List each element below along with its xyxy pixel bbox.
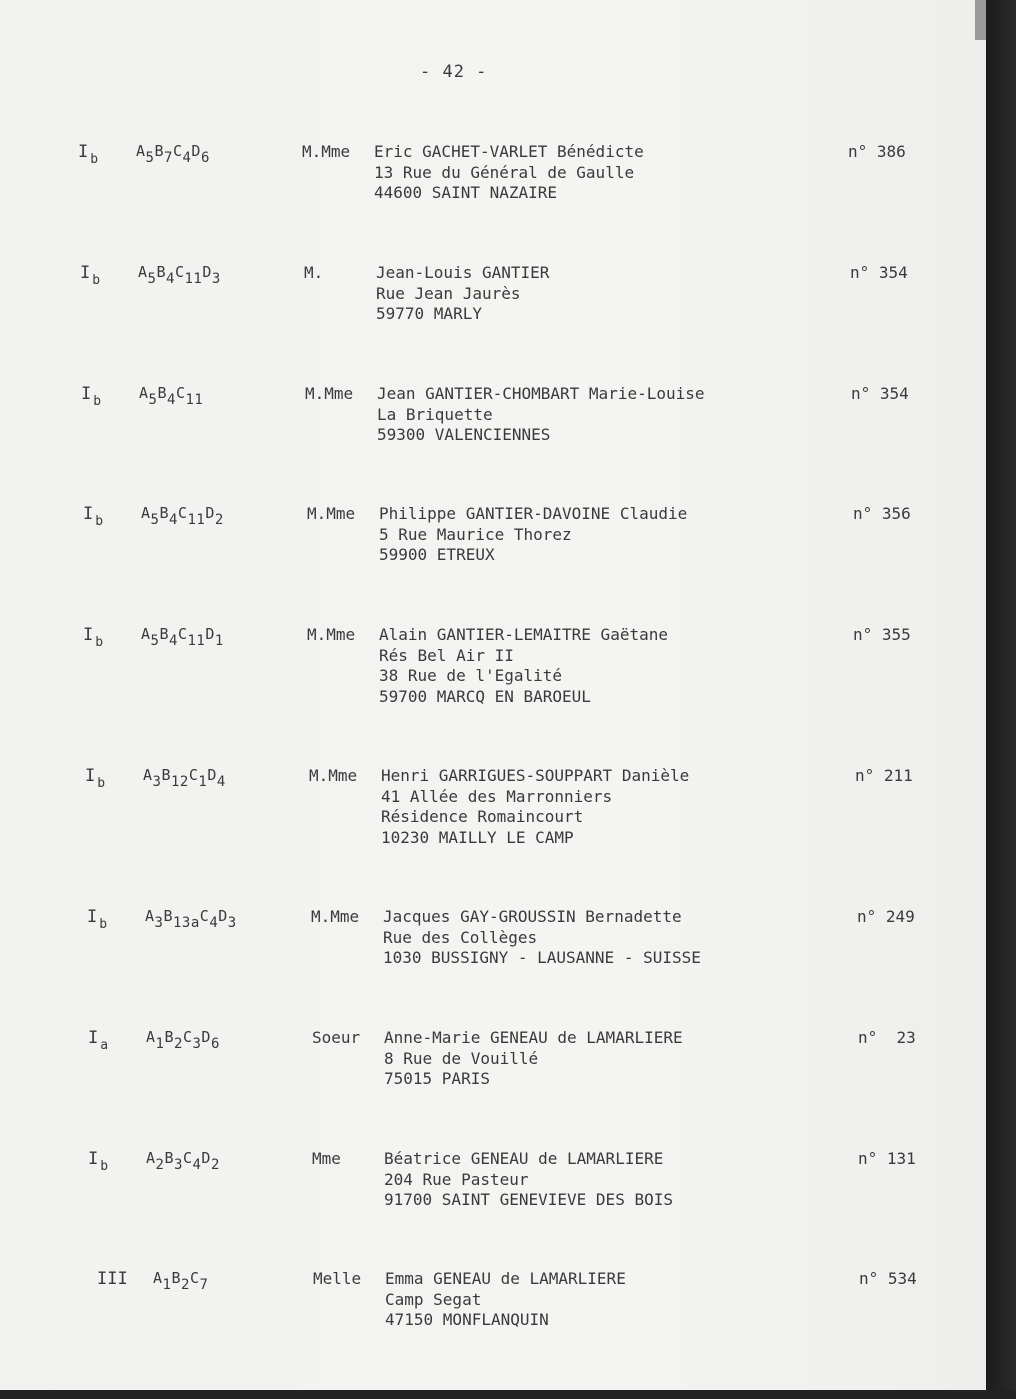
entry-class-sub: b (99, 917, 108, 932)
address-line: 8 Rue de Vouillé (384, 1048, 539, 1068)
code-index: 5 (150, 512, 160, 528)
entry-title: M.Mme (307, 504, 356, 523)
code-letter: D (202, 263, 212, 281)
code-letter: A (153, 1269, 163, 1287)
code-letter: A (146, 1149, 156, 1167)
entry-number: n° 534 (859, 1269, 917, 1288)
address-line: Camp Segat (385, 1289, 482, 1309)
code-letter: D (218, 907, 228, 925)
code-letter: D (201, 1028, 211, 1046)
code-index: 2 (181, 1277, 190, 1293)
entry-title: M.Mme (311, 907, 360, 926)
genealogy-code (153, 1269, 208, 1293)
address-line: Rue Jean Jaurès (376, 283, 521, 303)
entry-name-address (379, 625, 668, 707)
address-line: 44600 SAINT NAZAIRE (374, 183, 558, 202)
entry-name: Philippe GANTIER-DAVOINE Claudie (379, 504, 688, 523)
entry-name: Anne-Marie GENEAU de LAMARLIERE (384, 1028, 683, 1047)
code-letter: A (143, 766, 153, 784)
code-letter: B (157, 384, 167, 402)
code-letter: B (171, 1269, 181, 1287)
address-line: 1030 BUSSIGNY - LAUSANNE - SUISSE (383, 948, 701, 967)
entry-name-address (376, 263, 549, 325)
code-letter: B (159, 625, 169, 643)
entry-name: Jean-Louis GANTIER (376, 263, 550, 282)
genealogy-code (143, 766, 226, 790)
page-number: - 42 - (420, 62, 488, 82)
scan-edge-bottom (0, 1390, 1016, 1399)
entry-class (83, 504, 103, 529)
directory-entry (7, 766, 993, 876)
code-letter: C (177, 504, 188, 522)
address-line: Rés Bel Air II (379, 645, 514, 665)
code-index: 3 (227, 915, 237, 931)
entry-class (83, 625, 103, 650)
entry-name-address (381, 766, 689, 848)
entry-class-sub: b (97, 776, 106, 791)
genealogy-code (141, 504, 224, 528)
code-index: 11 (184, 271, 203, 287)
genealogy-code (138, 263, 221, 287)
code-letter: D (205, 625, 215, 643)
code-letter: A (136, 142, 146, 160)
code-letter: C (177, 625, 188, 643)
code-index: 5 (148, 392, 158, 408)
code-letter: C (175, 384, 186, 402)
code-index: 2 (174, 1036, 183, 1052)
code-index: 1 (214, 633, 224, 649)
code-index: 2 (214, 512, 224, 528)
code-index: 11 (187, 633, 206, 649)
entry-number: n° 356 (853, 504, 911, 523)
code-letter: A (146, 1028, 156, 1046)
code-letter: B (161, 766, 171, 784)
address-line: 75015 PARIS (384, 1069, 490, 1088)
entry-number: n° 354 (850, 263, 908, 282)
directory-entry (10, 1028, 996, 1138)
code-letter: C (182, 1028, 193, 1046)
code-letter: B (154, 142, 164, 160)
address-line: 10230 MAILLY LE CAMP (381, 827, 574, 847)
code-index: 4 (169, 512, 178, 528)
code-letter: B (163, 907, 173, 925)
address-line: 5 Rue Maurice Thorez (379, 524, 572, 544)
directory-entry (0, 142, 986, 252)
code-letter: A (145, 907, 155, 925)
code-index: 6 (200, 150, 210, 166)
entry-class-main: I (87, 907, 98, 927)
code-index: 1 (155, 1036, 165, 1052)
code-letter: C (174, 263, 185, 281)
code-index: 2 (155, 1157, 165, 1173)
genealogy-code (146, 1028, 220, 1052)
entry-name-address (379, 504, 687, 566)
entry-class-main: I (88, 1149, 99, 1169)
directory-entry (11, 1269, 997, 1379)
code-letter: B (164, 1149, 174, 1167)
entry-name-address (377, 384, 705, 446)
genealogy-code (141, 625, 224, 649)
entry-name: Henri GARRIGUES-SOUPPART Danièle (381, 766, 690, 785)
entry-class (88, 1149, 108, 1174)
genealogy-code (146, 1149, 220, 1173)
entry-class (81, 384, 101, 409)
entry-class (97, 1269, 128, 1289)
address-line: 91700 SAINT GENEVIEVE DES BOIS (384, 1190, 673, 1209)
entry-number: n° 131 (858, 1149, 916, 1168)
code-index: 11 (187, 512, 206, 528)
address-line: Résidence Romaincourt (381, 807, 584, 826)
entry-name: Jean GANTIER-CHOMBART Marie-Louise (377, 384, 705, 403)
code-index: 11 (185, 392, 204, 408)
entry-class (80, 263, 100, 288)
entry-class (87, 907, 107, 932)
directory-entry (2, 263, 988, 373)
entry-name: Jacques GAY-GROUSSIN Bernadette (383, 907, 682, 926)
entry-class-main: I (85, 766, 96, 786)
entry-title: Mme (312, 1149, 341, 1168)
genealogy-code (139, 384, 203, 408)
code-letter: C (172, 142, 183, 160)
code-letter: D (201, 1149, 211, 1167)
code-index: 3 (192, 1036, 202, 1052)
code-index: 5 (147, 271, 157, 287)
entry-class-sub: b (95, 514, 104, 529)
code-letter: A (141, 504, 151, 522)
entry-class (78, 142, 98, 167)
entry-class-sub: b (92, 273, 101, 288)
entry-title: M.Mme (307, 625, 356, 644)
code-letter: A (138, 263, 148, 281)
entry-class-main: III (97, 1269, 128, 1289)
entry-class-main: I (81, 384, 92, 404)
code-letter: D (205, 504, 215, 522)
directory-entry (5, 504, 991, 614)
code-index: 7 (164, 150, 173, 166)
address-line: 47150 MONFLANQUIN (385, 1310, 549, 1329)
address-line: 38 Rue de l'Egalité (379, 666, 563, 685)
code-letter: C (199, 907, 210, 925)
entry-class-main: I (83, 625, 94, 645)
entry-title: Melle (313, 1269, 362, 1288)
code-index: 5 (150, 633, 160, 649)
entry-class-main: I (78, 142, 89, 162)
code-index: 4 (182, 150, 192, 166)
entry-number: n° 355 (853, 625, 911, 644)
directory-entry (10, 1149, 996, 1259)
code-index: 1 (198, 774, 208, 790)
entry-name-address (374, 142, 644, 204)
entry-class-sub: b (90, 152, 99, 167)
address-line: 59300 VALENCIENNES (377, 425, 551, 444)
code-letter: B (156, 263, 166, 281)
entry-title: Soeur (312, 1028, 361, 1047)
entry-class-sub: b (93, 394, 102, 409)
entry-class-sub: a (100, 1038, 109, 1053)
code-letter: C (189, 1269, 200, 1287)
entry-name: Emma GENEAU de LAMARLIERE (385, 1269, 626, 1288)
entry-number: n° 23 (858, 1028, 916, 1047)
entry-name: Alain GANTIER-LEMAITRE Gaëtane (379, 625, 668, 644)
code-index: 3 (152, 774, 162, 790)
entry-number: n° 249 (857, 907, 915, 926)
entry-class-sub: b (95, 635, 104, 650)
code-letter: D (191, 142, 201, 160)
directory-entry (9, 907, 995, 1017)
code-index: 4 (169, 633, 178, 649)
code-index: 5 (145, 150, 155, 166)
code-index: 3 (174, 1157, 183, 1173)
code-letter: D (207, 766, 217, 784)
code-index: 6 (210, 1036, 220, 1052)
code-index: 4 (167, 392, 176, 408)
address-line: 204 Rue Pasteur (384, 1169, 529, 1189)
code-letter: B (164, 1028, 174, 1046)
code-index: 3 (154, 915, 164, 931)
code-index: 4 (192, 1157, 202, 1173)
address-line: Rue des Collèges (383, 927, 538, 947)
entry-title: M. (304, 263, 324, 282)
address-line: La Briquette (377, 404, 493, 424)
code-letter: C (188, 766, 199, 784)
code-letter: B (159, 504, 169, 522)
code-index: 3 (211, 271, 221, 287)
code-letter: A (139, 384, 149, 402)
entry-class-main: I (88, 1028, 99, 1048)
genealogy-code (136, 142, 210, 166)
entry-class-main: I (80, 263, 91, 283)
entry-number: n° 386 (848, 142, 906, 161)
entry-title: M.Mme (302, 142, 351, 161)
code-index: 1 (162, 1277, 172, 1293)
code-index: 4 (216, 774, 226, 790)
address-line: 13 Rue du Général de Gaulle (374, 162, 635, 182)
entry-class-sub: b (100, 1159, 109, 1174)
entry-number: n° 354 (851, 384, 909, 403)
entry-title: M.Mme (309, 766, 358, 785)
entry-name: Béatrice GENEAU de LAMARLIERE (384, 1149, 664, 1168)
entry-class-main: I (83, 504, 94, 524)
entry-title: M.Mme (305, 384, 354, 403)
directory-entry (3, 384, 989, 494)
scan-edge-right (986, 0, 1016, 1399)
code-index: 7 (199, 1277, 209, 1293)
code-index: 2 (210, 1157, 220, 1173)
entry-class (85, 766, 105, 791)
code-index: 12 (171, 774, 189, 790)
address-line: 59770 MARLY (376, 304, 482, 323)
code-index: 4 (166, 271, 175, 287)
entry-name-address (384, 1028, 683, 1090)
code-letter: C (182, 1149, 193, 1167)
entry-number: n° 211 (855, 766, 913, 785)
code-index: 13a (173, 915, 200, 931)
entry-name-address (385, 1269, 626, 1331)
address-line: 59700 MARCQ EN BAROEUL (379, 686, 591, 706)
address-line: 59900 ETREUX (379, 545, 495, 564)
code-index: 4 (209, 915, 219, 931)
entry-class (88, 1028, 108, 1053)
entry-name: Eric GACHET-VARLET Bénédicte (374, 142, 644, 161)
entry-name-address (383, 907, 701, 969)
code-letter: A (141, 625, 151, 643)
entry-name-address (384, 1149, 673, 1211)
address-line: 41 Allée des Marronniers (381, 786, 613, 806)
genealogy-code (145, 907, 237, 931)
directory-entry (5, 625, 991, 735)
